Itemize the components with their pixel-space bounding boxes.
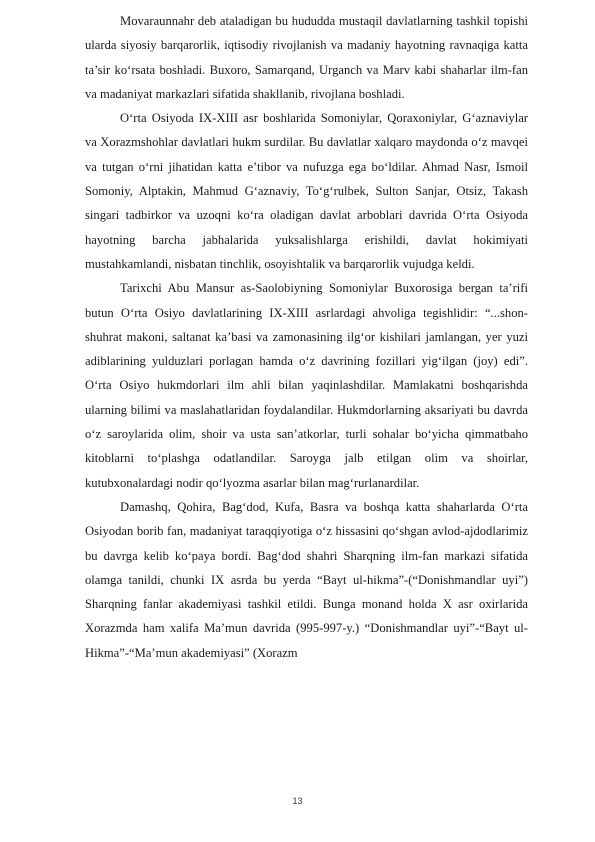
paragraph-states: O‘rta Osiyoda IX-XIII asr boshlarida Somoniylar, Qoraxoniylar, G‘aznaviylar va Xorazmshohlar davlatlari hukm surdilar. Bu davlatlar xalqaro maydonda o‘z mavqei va tutgan o‘rni jihatidan katta e’tibor va nufuzga ega bo‘ldilar. Ahmad Nasr, Ismoil Somoniy, Alptakin, Mahmud G‘aznaviy, To‘g‘rulbek, Sulton Sanjar, Otsiz, Takash singari tadbirkor va uzoqni ko‘ra oladigan davlat arboblari davrida O‘rta Osiyoda hayotning barcha jabhalarida yuksalishlarga erishildi, davlat hokimiyati mustahkamlandi, nisbatan tinchlik, osoyishtalik va barqarorlik vujudga keldi. [85, 111, 528, 271]
page-body [85, 9, 528, 665]
paragraph-movaraunnahr: Movaraunnahr deb ataladigan bu hududda mustaqil davlatlarning tashkil topishi ularda siyosiy barqarorlik, iqtisodiy rivojlanish va madaniy hayotning ravnaqiga katta ta’sir ko‘rsata boshladi. Buxoro, Samarqand, Urganch va Marv kabi shaharlar ilm-fan va madaniyat markazlari sifatida shakllanib, rivojlana boshladi. [85, 14, 528, 101]
paragraph-baghdad: Damashq, Qohira, Bag‘dod, Kufa, Basra va boshqa katta shaharlarda O‘rta Osiyodan borib fan, madaniyat taraqqiyotiga o‘z hissasini qo‘shgan avlod-ajdodlarimiz bu davrga kelib ko‘paya bordi. Bag‘dod shahri Sharqning ilm-fan markazi sifatida olamga tanildi, chunki IX asrda bu yerda “Bayt ul-hikma”-(“Donishmandlar uyi”) Sharqning fanlar akademiyasi tashkil etildi. Bunga monand holda X asr oxirlarida Xorazmda ham xalifa Ma’mun davrida (995-997-y.) “Donishmandlar uyi”-“Bayt ul-Hikma”-“Ma’mun akademiyasi” (Xorazm [85, 499, 528, 660]
page-number: 13 [292, 796, 303, 806]
paragraph-saolobiy: Tarixchi Abu Mansur as-Saolobiyning Somoniylar Buxorosiga bergan ta’rifi butun O‘rta Osiyo davlatlarining IX-XIII asrlardagi ahvoliga tegishlidir: “...shon-shuhrat makoni, saltanat ka’basi va zamonasining ilg‘or kishilari jamlangan, yer yuzi adiblarining yulduzlari porlagan hamda o‘z davrining fozillari yig‘ilgan (joy) edi”. O‘rta Osiyo hukmdorlari ilm ahli bilan yaqinlashdilar. Mamlakatni boshqarishda ularning bilimi va maslahatlaridan foydalandilar. Hukmdorlarning aksariyati bu davrda o‘z saroylarida olim, shoir va usta san’atkorlar, turli sohalar bo‘yicha qimmatbaho kitoblarni to‘plashga odatlandilar. Saroyga jalb etilgan olim va shoirlar, kutubxonalardagi nodir qo‘lyozma asarlar bilan mag‘rurlanardilar. [85, 281, 528, 490]
